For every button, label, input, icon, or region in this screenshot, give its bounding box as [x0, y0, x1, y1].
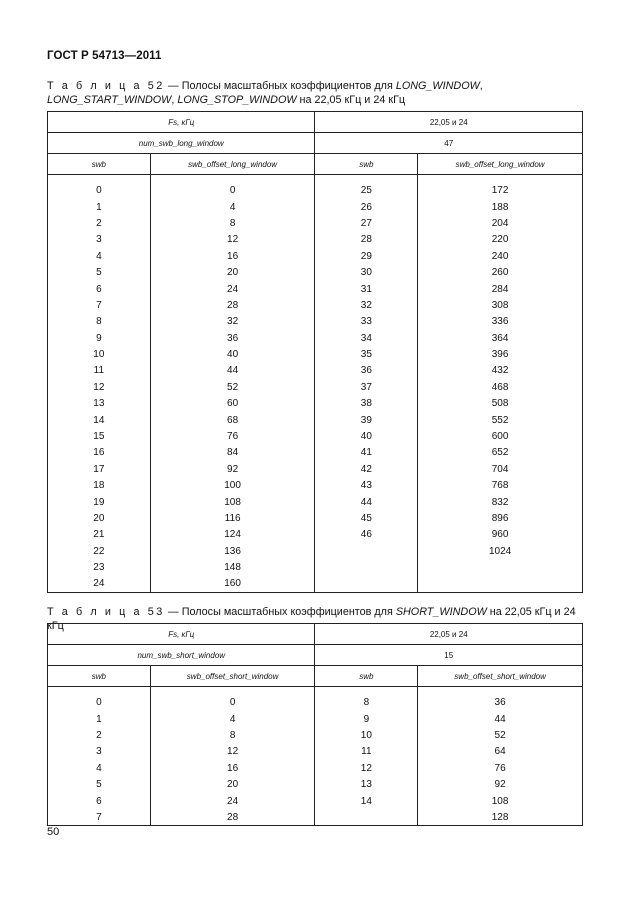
- column-header-swb-right: swb: [315, 666, 418, 687]
- table-53-caption-lead: Т а б л и ц а 53: [47, 606, 165, 618]
- offset-left-cell: 108: [150, 494, 315, 510]
- column-header-swb-left: swb: [48, 666, 151, 687]
- offset-right-cell: 172: [418, 183, 583, 199]
- swb-right-cell: 27: [315, 215, 418, 231]
- swb-right-cell: [315, 576, 418, 592]
- offset-left-cell: 8: [150, 727, 315, 743]
- swb-left-cell: 8: [48, 314, 151, 330]
- table-row: [48, 264, 583, 280]
- offset-left-cell: 20: [150, 776, 315, 792]
- offset-right-cell: [418, 559, 583, 575]
- swb-left-cell: 13: [48, 396, 151, 412]
- fs-label-cell: Fs, кГц: [48, 624, 315, 645]
- swb-right-cell: 43: [315, 478, 418, 494]
- offset-right-cell: 508: [418, 396, 583, 412]
- num-swb-value-cell: 15: [315, 645, 583, 666]
- column-header-swb-right: swb: [315, 154, 418, 175]
- offset-right-cell: 92: [418, 776, 583, 792]
- page-number: 50: [47, 826, 60, 838]
- swb-right-cell: 42: [315, 461, 418, 477]
- offset-left-cell: 4: [150, 199, 315, 215]
- offset-left-cell: 4: [150, 711, 315, 727]
- table-row: [48, 727, 583, 743]
- table-row: [48, 478, 583, 494]
- offset-left-cell: 92: [150, 461, 315, 477]
- offset-right-cell: 336: [418, 314, 583, 330]
- swb-left-cell: 23: [48, 559, 151, 575]
- swb-left-cell: 19: [48, 494, 151, 510]
- offset-left-cell: 24: [150, 281, 315, 297]
- table-row: [48, 199, 583, 215]
- offset-right-cell: 108: [418, 793, 583, 809]
- offset-right-cell: 52: [418, 727, 583, 743]
- table-row: [48, 412, 583, 428]
- offset-right-cell: 600: [418, 428, 583, 444]
- offset-right-cell: 36: [418, 695, 583, 711]
- swb-right-cell: 34: [315, 330, 418, 346]
- table-row: [48, 776, 583, 792]
- swb-right-cell: 37: [315, 379, 418, 395]
- table-row: [48, 576, 583, 592]
- swb-left-cell: 20: [48, 510, 151, 526]
- swb-left-cell: 12: [48, 379, 151, 395]
- swb-right-cell: 33: [315, 314, 418, 330]
- swb-left-cell: 7: [48, 809, 151, 825]
- table-52-caption-text: — Полосы масштабных коэффициентов для: [164, 80, 396, 92]
- table-52-caption-sep-2: ,: [171, 93, 178, 106]
- offset-left-cell: 100: [150, 478, 315, 494]
- offset-right-cell: 468: [418, 379, 583, 395]
- offset-left-cell: 20: [150, 264, 315, 280]
- swb-left-cell: 21: [48, 527, 151, 543]
- table-row: [48, 428, 583, 444]
- table-52-caption-lead: Т а б л и ц а 52: [47, 80, 165, 92]
- offset-left-cell: 0: [150, 695, 315, 711]
- table-52-caption-tail: на 22,05 кГц и 24 кГц: [296, 93, 406, 106]
- offset-left-cell: 44: [150, 363, 315, 379]
- fs-label-cell: Fs, кГц: [48, 112, 315, 133]
- num-swb-label-cell: num_swb_short_window: [48, 645, 315, 666]
- swb-right-cell: 9: [315, 711, 418, 727]
- swb-left-cell: 6: [48, 793, 151, 809]
- swb-left-cell: 9: [48, 330, 151, 346]
- offset-left-cell: 12: [150, 232, 315, 248]
- table-52-caption: [47, 80, 583, 107]
- offset-left-cell: 84: [150, 445, 315, 461]
- swb-right-cell: 46: [315, 527, 418, 543]
- swb-left-cell: 15: [48, 428, 151, 444]
- table-row: [48, 363, 583, 379]
- swb-left-cell: 3: [48, 744, 151, 760]
- swb-right-cell: 44: [315, 494, 418, 510]
- swb-right-cell: 35: [315, 346, 418, 362]
- fs-value-cell: 22,05 и 24: [315, 112, 583, 133]
- offset-left-cell: 124: [150, 527, 315, 543]
- offset-right-cell: 364: [418, 330, 583, 346]
- offset-right-cell: 432: [418, 363, 583, 379]
- swb-left-cell: 4: [48, 760, 151, 776]
- table-53-caption-tail: на 22,05 кГц и 24 кГц: [47, 606, 576, 632]
- table-row: [48, 297, 583, 313]
- swb-right-cell: [315, 559, 418, 575]
- offset-left-cell: 40: [150, 346, 315, 362]
- table-row: [48, 543, 583, 559]
- offset-left-cell: 28: [150, 297, 315, 313]
- table-row: [48, 346, 583, 362]
- table-52-caption-term-3: LONG_STOP_WINDOW: [177, 93, 297, 106]
- table-row: [48, 396, 583, 412]
- table-52-caption-term-1: LONG_WINDOW: [395, 80, 480, 92]
- offset-right-cell: 76: [418, 760, 583, 776]
- offset-left-cell: 68: [150, 412, 315, 428]
- table-row: [48, 183, 583, 199]
- swb-right-cell: 13: [315, 776, 418, 792]
- table-row: [48, 744, 583, 760]
- offset-right-cell: 552: [418, 412, 583, 428]
- table-row: [48, 314, 583, 330]
- column-header-swb-left: swb: [48, 154, 151, 175]
- offset-right-cell: 260: [418, 264, 583, 280]
- table-row: [48, 711, 583, 727]
- offset-right-cell: 240: [418, 248, 583, 264]
- swb-right-cell: 41: [315, 445, 418, 461]
- table-row: [48, 494, 583, 510]
- swb-left-cell: 5: [48, 776, 151, 792]
- column-header-offset-right: swb_offset_long_window: [418, 154, 583, 175]
- document-header: ГОСТ Р 54713—2011: [47, 50, 162, 62]
- swb-left-cell: 24: [48, 576, 151, 592]
- offset-right-cell: 204: [418, 215, 583, 231]
- table-row: [48, 793, 583, 809]
- swb-left-cell: 3: [48, 232, 151, 248]
- swb-right-cell: 11: [315, 744, 418, 760]
- swb-right-cell: [315, 543, 418, 559]
- offset-right-cell: 768: [418, 478, 583, 494]
- swb-right-cell: 32: [315, 297, 418, 313]
- offset-left-cell: 116: [150, 510, 315, 526]
- table-52: [47, 111, 583, 593]
- offset-right-cell: [418, 576, 583, 592]
- table-row: [48, 461, 583, 477]
- offset-right-cell: 396: [418, 346, 583, 362]
- swb-right-cell: 38: [315, 396, 418, 412]
- offset-left-cell: 52: [150, 379, 315, 395]
- table-row: [48, 330, 583, 346]
- offset-right-cell: 652: [418, 445, 583, 461]
- swb-right-cell: 8: [315, 695, 418, 711]
- table-row: [48, 281, 583, 297]
- swb-right-cell: 39: [315, 412, 418, 428]
- offset-left-cell: 148: [150, 559, 315, 575]
- table-row: [48, 559, 583, 575]
- offset-left-cell: 32: [150, 314, 315, 330]
- table-row: [48, 445, 583, 461]
- swb-left-cell: 1: [48, 199, 151, 215]
- num-swb-label-cell: num_swb_long_window: [48, 133, 315, 154]
- table-52-caption-sep-1: ,: [479, 80, 483, 92]
- offset-left-cell: 36: [150, 330, 315, 346]
- offset-left-cell: 16: [150, 760, 315, 776]
- swb-right-cell: 10: [315, 727, 418, 743]
- offset-right-cell: 832: [418, 494, 583, 510]
- offset-right-cell: 188: [418, 199, 583, 215]
- swb-left-cell: 7: [48, 297, 151, 313]
- table-53-caption-term-1: SHORT_WINDOW: [395, 606, 487, 618]
- swb-left-cell: 2: [48, 727, 151, 743]
- offset-right-cell: 704: [418, 461, 583, 477]
- swb-left-cell: 4: [48, 248, 151, 264]
- column-header-offset-right: swb_offset_short_window: [418, 666, 583, 687]
- swb-left-cell: 0: [48, 695, 151, 711]
- offset-left-cell: 12: [150, 744, 315, 760]
- swb-right-cell: 36: [315, 363, 418, 379]
- table-row: [48, 232, 583, 248]
- table-row: [48, 695, 583, 711]
- swb-left-cell: 5: [48, 264, 151, 280]
- offset-right-cell: 128: [418, 809, 583, 825]
- table-row: [48, 215, 583, 231]
- fs-value-cell: 22,05 и 24: [315, 624, 583, 645]
- offset-right-cell: 896: [418, 510, 583, 526]
- table-53-caption-text: — Полосы масштабных коэффициентов для: [164, 606, 396, 618]
- offset-right-cell: 220: [418, 232, 583, 248]
- offset-left-cell: 0: [150, 183, 315, 199]
- table-52-caption-term-2: LONG_START_WINDOW: [47, 93, 172, 106]
- swb-right-cell: 45: [315, 510, 418, 526]
- swb-left-cell: 17: [48, 461, 151, 477]
- swb-left-cell: 14: [48, 412, 151, 428]
- swb-left-cell: 6: [48, 281, 151, 297]
- offset-right-cell: 44: [418, 711, 583, 727]
- offset-left-cell: 60: [150, 396, 315, 412]
- swb-right-cell: 30: [315, 264, 418, 280]
- offset-left-cell: 16: [150, 248, 315, 264]
- swb-left-cell: 0: [48, 183, 151, 199]
- table-row: [48, 809, 583, 825]
- swb-left-cell: 16: [48, 445, 151, 461]
- swb-left-cell: 1: [48, 711, 151, 727]
- table-row: [48, 248, 583, 264]
- swb-left-cell: 11: [48, 363, 151, 379]
- offset-left-cell: 8: [150, 215, 315, 231]
- num-swb-value-cell: 47: [315, 133, 583, 154]
- swb-right-cell: 31: [315, 281, 418, 297]
- offset-right-cell: 308: [418, 297, 583, 313]
- table-row: [48, 510, 583, 526]
- swb-right-cell: 25: [315, 183, 418, 199]
- swb-left-cell: 2: [48, 215, 151, 231]
- swb-right-cell: 29: [315, 248, 418, 264]
- swb-right-cell: 12: [315, 760, 418, 776]
- offset-left-cell: 76: [150, 428, 315, 444]
- offset-right-cell: 1024: [418, 543, 583, 559]
- swb-right-cell: 40: [315, 428, 418, 444]
- table-row: [48, 527, 583, 543]
- table-row: [48, 379, 583, 395]
- offset-right-cell: 64: [418, 744, 583, 760]
- offset-left-cell: 136: [150, 543, 315, 559]
- swb-left-cell: 22: [48, 543, 151, 559]
- swb-right-cell: 14: [315, 793, 418, 809]
- offset-right-cell: 284: [418, 281, 583, 297]
- column-header-offset-left: swb_offset_short_window: [150, 666, 315, 687]
- offset-left-cell: 160: [150, 576, 315, 592]
- swb-left-cell: 18: [48, 478, 151, 494]
- swb-right-cell: 26: [315, 199, 418, 215]
- swb-left-cell: 10: [48, 346, 151, 362]
- swb-right-cell: 28: [315, 232, 418, 248]
- offset-left-cell: 28: [150, 809, 315, 825]
- swb-right-cell: [315, 809, 418, 825]
- offset-left-cell: 24: [150, 793, 315, 809]
- offset-right-cell: 960: [418, 527, 583, 543]
- table-row: [48, 760, 583, 776]
- column-header-offset-left: swb_offset_long_window: [150, 154, 315, 175]
- table-53: [47, 623, 583, 826]
